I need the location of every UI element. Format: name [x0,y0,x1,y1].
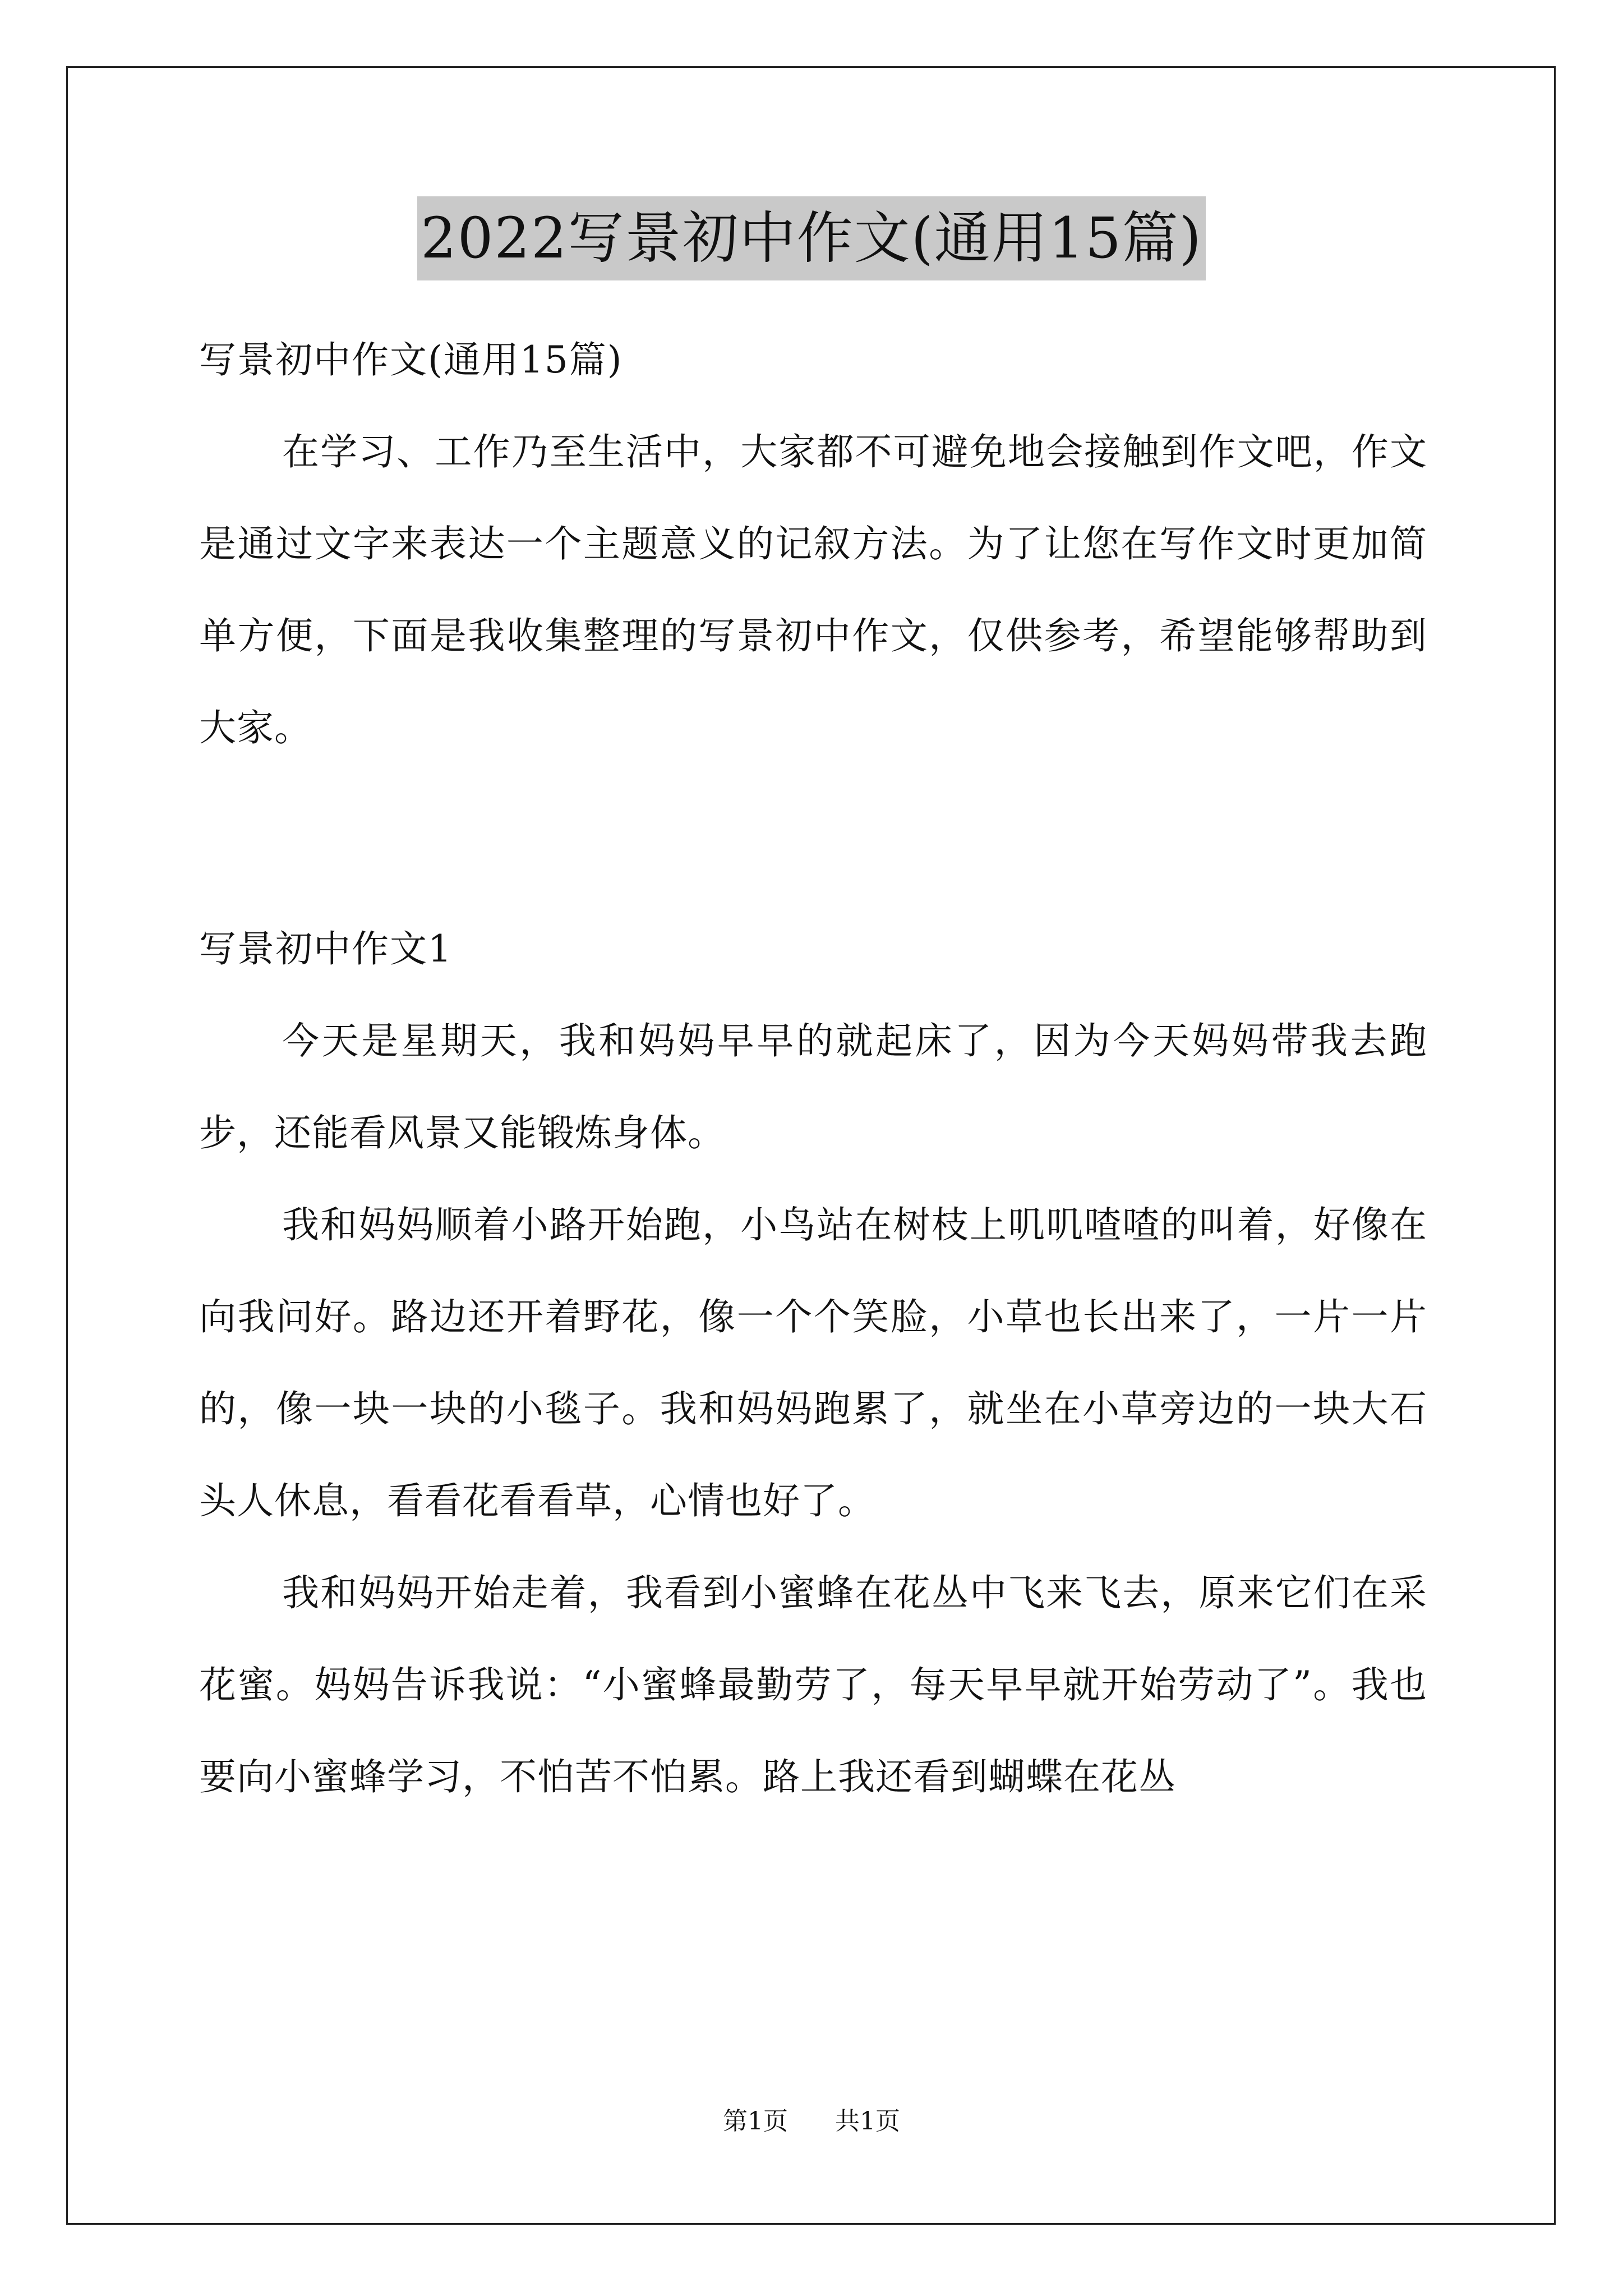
body-paragraph-1: 今天是星期天，我和妈妈早早的就起床了，因为今天妈妈带我去跑步，还能看风景又能锻炼身体。 [199,1019,1427,1154]
page-total: 共1页 [835,2107,900,2136]
body-paragraph-3: 我和妈妈开始走着，我看到小蜜蜂在花丛中飞来飞去，原来它们在采花蜜。妈妈告诉我说：“小蜜蜂最勤劳了，每天早早就开始劳动了”。我也要向小蜜蜂学习，不怕苦不怕累。路上我还看到蝴蝶在花丛 [199,1571,1427,1798]
body-paragraph-2: 我和妈妈顺着小路开始跑，小鸟站在树枝上叽叽喳喳的叫着，好像在向我问好。路边还开着野花，像一个个笑脸，小草也长出来了，一片一片的，像一块一块的小毯子。我和妈妈跑累了，就坐在小草旁边的一块大石头人休息，看看花看看草，心情也好了。 [199,1203,1427,1522]
intro-paragraph: 在学习、工作乃至生活中，大家都不可避免地会接触到作文吧，作文是通过文字来表达一个主题意义的记叙方法。为了让您在写作文时更加简单方便，下面是我收集整理的写景初中作文，仅供参考，希望能够帮助到大家。 [199,430,1427,749]
page-number: 第1页 [723,2107,788,2136]
document-title: 2022写景初中作文(通用15篇) [417,196,1206,280]
document-body [199,314,1427,1823]
title-container [0,196,1623,280]
document-subtitle: 写景初中作文(通用15篇) [199,338,623,381]
page-footer [0,2105,1623,2138]
section-heading: 写景初中作文1 [199,927,453,970]
section-spacer [199,774,1427,903]
